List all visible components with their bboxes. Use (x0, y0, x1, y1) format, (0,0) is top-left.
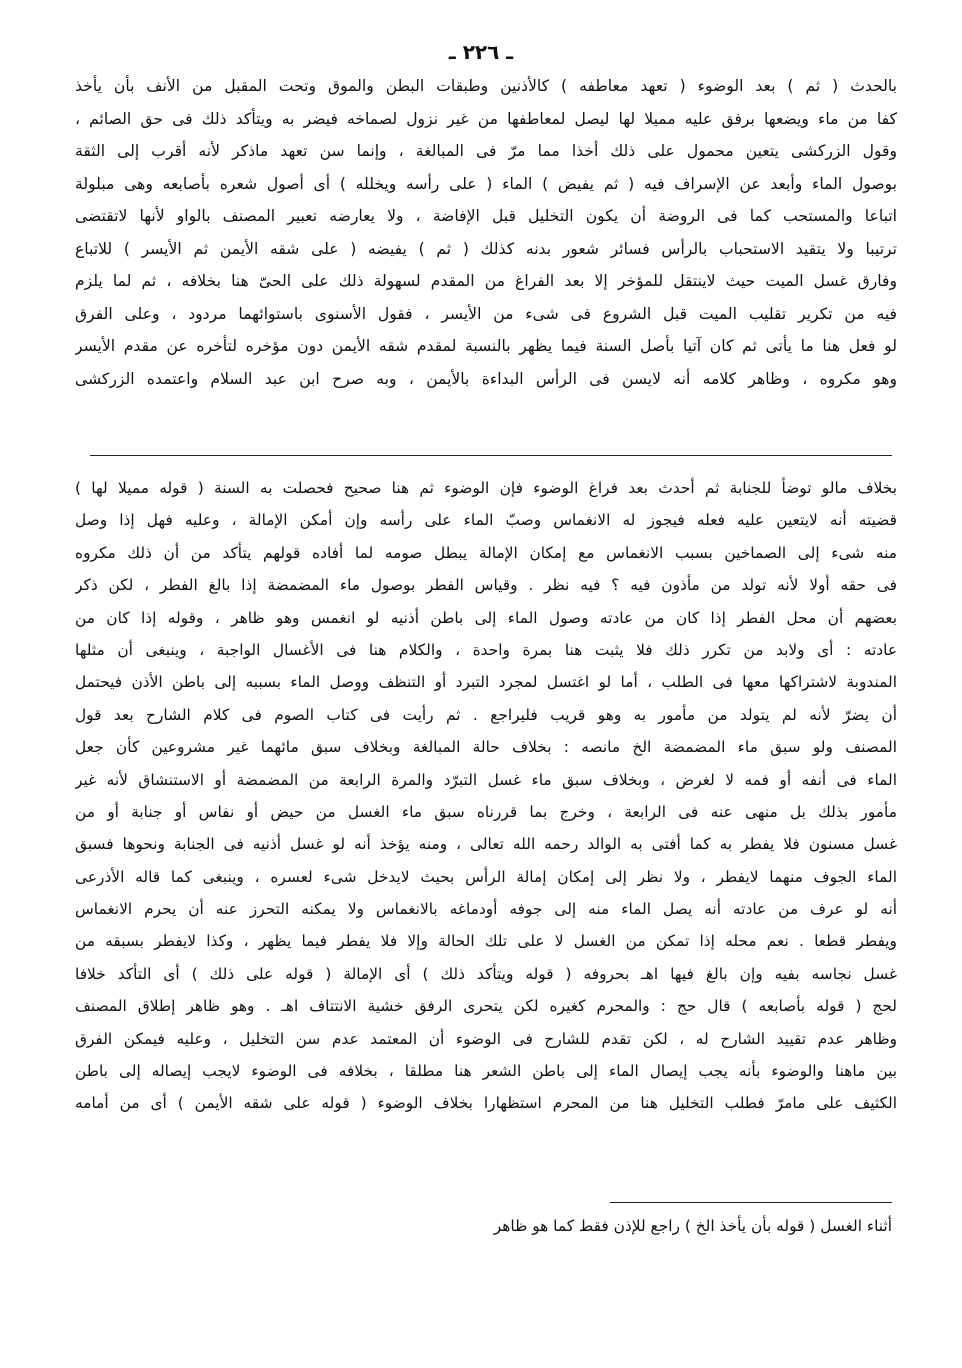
commentary-line: الماء فى أنفه أو فمه لا لغرض ، وبخلاف سبق ماء غسل التبرّد والمرة الرابعة من المضمضة أو الاستنشاق لأنه غير (75, 770, 897, 789)
commentary-line: المصنف ولو سبق ماء المضمضة الخ مانصه : بخلاف حالة المبالغة وبخلاف سبق مائهما غير مشروعين كأن جعل (75, 738, 897, 757)
main-text-block (75, 70, 897, 395)
page-number: ـ ٢٢٦ ـ (448, 40, 514, 64)
commentary-line: قضيته أنه لايتعين عليه فعله فيجوز له الانغماس وصبّ الماء على رأسه وإن أمكن الإمالة ، وعليه فهل إذا وصل (75, 511, 897, 530)
main-text-line: اتباعا والمستحب كما فى الروضة أن يكون التخليل قبل الإفاضة ، ولا يعارضه تعبير المصنف بالواو لأنها لاتقتضى (75, 207, 897, 225)
commentary-line: وظاهر عدم تقييد الشارح له ، لكن تقدم للشارح فى الوضوء أن المعتمد عدم سن التخليل ، وعليه فيمكن الفرق (75, 1029, 897, 1048)
commentary-line: أنه لو عرف من عادته أنه يصل الماء منه إلى جوفه أودماغه بالانغماس ولا يمكنه التحرز عنه أن يحرم الانغماس (75, 900, 897, 919)
commentary-line: بخلاف مالو توضأ للجنابة ثم أحدث بعد فراغ الوضوء فإن الوضوء ثم هنا صحيح فحصلت به السنة ( قوله مميلا لها ) (75, 479, 897, 497)
commentary-line: منه شىء إلى الصماخين بسبب الانغماس مع إمكان الإمالة يبطل صومه لما أفاده قولهم يتأكد من أن ذلك مكروه (75, 543, 897, 562)
commentary-line: الكثيف على مامرّ فطلب التخليل هنا من المحرم استظهارا بخلاف الوضوء ( قوله على شقه الأيمن ) أى من أمامه (75, 1094, 897, 1113)
commentary-line: غسل مسنون فلا يفطر به كما أفتى به الوالد رحمه الله تعالى ، ومنه يؤخذ أنه لو غسل أذنيه فى الجنابة ونحوها فسبق (75, 835, 897, 854)
main-text-line: وقول الزركشى يتعين محمول على ذلك أخذا مما مرّ فى المبالغة ، وإنما سن تعهد ماذكر لأنه أقرب إلى الثقة (75, 142, 897, 160)
section-divider (90, 455, 892, 456)
main-text-line: وهو مكروه ، وظاهر كلامه أنه لايسن فى الرأس البداءة بالأيمن ، وبه صرح ابن عبد السلام واعتمده الزركشى (75, 369, 897, 388)
main-text-line: بوصول الماء وأبعد عن الإسراف فيه ( ثم يفيض ) الماء ( على رأسه ويخلله ) أى أصول شعره بأصابعه وهى مبلولة (75, 174, 897, 193)
footnote: أثناء الغسل ( قوله بأن يأخذ الخ ) راجع للإذن فقط كما هو ظاهر (493, 1217, 892, 1235)
main-text-line: بالحدث ( ثم ) بعد الوضوء ( تعهد معاطفه ) كالأذنين وطبقات البطن والموق وتحت المقبل من الأنف بأن يأخذ (75, 77, 897, 95)
commentary-line: فى حقه أولا لأنه تولد من مأذون فيه ؟ فيه نظر . وقياس الفطر بوصول ماء المضمضة إذا بالغ الفطر ، لكن ذكر (75, 576, 897, 595)
commentary-line: أن يضرّ لأنه لم يتولد من مأمور به وهو قريب فليراجع . ثم رأيت فى كتاب الصوم فى كلام الشارح بعد قول (75, 705, 897, 724)
commentary-line: ويفطر قطعا . نعم محله إذا تمكن من الغسل لا على تلك الحالة وإلا فلا يفطر فيما يظهر ، وكذا لايفطر بسبقه من (75, 932, 897, 951)
commentary-line: الماء الجوف منهما لايفطر ، ولا نظر إلى إمكان إمالة الرأس بحيث لايدخل شىء لعسره ، وينبغى كما قاله الأذرعى (75, 867, 897, 886)
main-text-line: لو فعل هنا ما يأتى ثم كان آتيا بأصل السنة فيما يظهر بالنسبة لمقدم شقه الأيمن دون مؤخره لتأخره عن مقدم الأيسر (75, 337, 897, 355)
commentary-line: لحج ( قوله بأصابعه ) قال حج : والمحرم كغيره لكن يتحرى الرفق خشية الانتتاف اهـ . وهو ظاهر إطلاق المصنف (75, 997, 897, 1016)
main-text-line: كفا من ماء ويضعها برفق عليه مميلا لها ليصل لمعاطفها من غير نزول لصماخه فيضر به ويتأكد ذلك فى حق الصائم ، (75, 109, 897, 128)
footnote-divider (610, 1202, 892, 1203)
main-text-line: فيه من تكرير تقليب الميت قبل الشروع فى شىء من الأيسر ، فقول الأسنوى باستوائهما مردود ، وعلى الفرق (75, 304, 897, 323)
main-text-line: ترتيبا ولا يتقيد الاستحباب بالرأس فسائر شعور بدنه كذلك ( ثم ) يفيضه ( على شقه الأيمن ثم الأيسر ) للاتباع (75, 239, 897, 258)
commentary-line: غسل نجاسه بفيه وإن بالغ فيها اهـ بحروفه ( قوله ويتأكد ذلك ) أى الإمالة ( قوله على ذلك ) أى التأكد خلافا (75, 964, 897, 983)
commentary-line: بعضهم أن محل الفطر إذا كان من عادته وصول الماء إلى باطن أذنيه لو انغمس وهو ظاهر ، وقوله إذا كان من (75, 608, 897, 627)
commentary-line: المندوبة لاشتراكها معها فى الطلب ، أما لو اغتسل لمجرد التبرد أو التنظف ووصل الماء بسببه إلى باطن الأذن فيحتمل (75, 673, 897, 692)
commentary-line: عادته : أى ولابد من تكرر ذلك فلا يثبت هنا بمرة واحدة ، والكلام هنا فى الأغسال الواجبة ، وينبغى أن مثلها (75, 640, 897, 659)
commentary-line: مأمور بذلك بل منهى عنه فى الرابعة ، وخرج بما قررناه سبق ماء الغسل من حيض أو نفاس أو جنابة أو من (75, 802, 897, 821)
commentary-block (75, 472, 897, 1120)
main-text-line: وفارق غسل الميت حيث لاينتقل للمؤخر إلا بعد الفراغ من المقدم لسهولة ذلك على الحىّ هنا بخلافه ، ثم لما يلزم (75, 272, 897, 290)
commentary-line: بين ماهنا والوضوء بأنه يجب إيصال الماء إلى باطن الشعر هنا مطلقا ، بخلافه فى الوضوء لايجب إيصاله إلى باطن (75, 1062, 897, 1081)
